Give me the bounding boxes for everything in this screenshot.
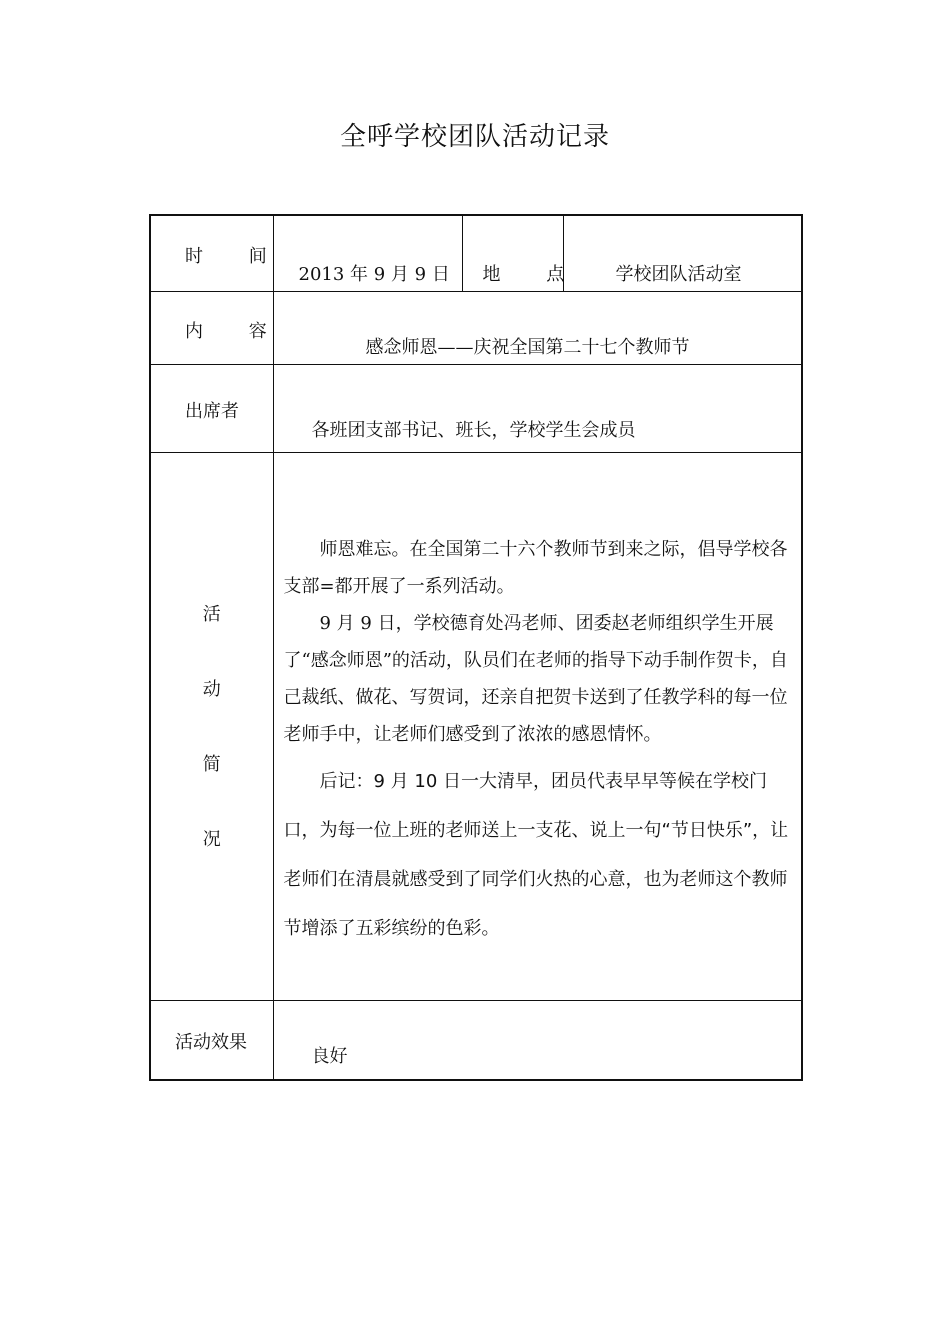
time-row [150, 215, 802, 291]
summary-label-char: 动 [202, 678, 221, 700]
summary-paragraph: 师恩难忘。在全国第二十六个教师节到来之际，倡导学校各支部=都开展了一系列活动。 [283, 538, 788, 597]
summary-label-cell [150, 452, 273, 1000]
time-value-cell [273, 215, 462, 291]
attendees-row [150, 364, 802, 452]
attendees-label-cell [150, 364, 273, 452]
place-value-cell [563, 215, 802, 291]
effect-row [150, 1000, 802, 1080]
content-value-cell [273, 291, 802, 364]
effect-label-cell [150, 1000, 273, 1080]
time-label: 时 间 [185, 246, 287, 267]
content-label-cell [150, 291, 287, 364]
effect-value-cell [273, 1000, 802, 1080]
place-label: 地 点 [482, 264, 585, 285]
attendees-label: 出席者 [185, 400, 239, 422]
place-label-cell [462, 215, 585, 291]
effect-label: 活动效果 [175, 1031, 247, 1053]
activity-record-table [149, 214, 803, 1081]
content-label: 内 容 [185, 320, 287, 342]
summary-text [274, 453, 802, 953]
effect-value: 良好 [311, 1045, 348, 1067]
summary-paragraph: 9 月 9 日，学校德育处冯老师、团委赵老师组织学生开展了“感念师恩”的活动，队员们在老师的指导下动手制作贺卡，自己裁纸、做花、写贺词，还亲自把贺卡送到了任教学科的每一位老师手中，让老师们感受到了浓浓的感恩情怀。 [283, 612, 788, 745]
summary-value-cell [273, 452, 802, 1000]
summary-label-char: 简 [202, 753, 221, 775]
page-title: 全呼学校团队活动记录 [339, 122, 610, 152]
summary-row [150, 452, 802, 1000]
attendees-value: 各班团支部书记、班长，学校学生会成员 [311, 419, 636, 441]
attendees-value-cell [273, 364, 802, 452]
summary-label-char: 况 [202, 828, 221, 850]
summary-label-char: 活 [202, 603, 221, 625]
place-value: 学校团队活动室 [615, 264, 742, 285]
time-label-cell [150, 215, 287, 291]
time-value: 2013 年 9 月 9 日 [298, 264, 450, 285]
content-row [150, 291, 802, 364]
summary-postscript: 后记：9 月 10 日一大清早，团员代表早早等候在学校门口，为每一位上班的老师送上一支花、说上一句“节日快乐”，让老师们在清晨就感受到了同学们火热的心意，也为老师这个教师节增添了五彩缤纷的色彩。 [283, 770, 789, 939]
summary-label [151, 453, 273, 903]
content-value: 感念师恩——庆祝全国第二十七个教师节 [365, 336, 690, 358]
